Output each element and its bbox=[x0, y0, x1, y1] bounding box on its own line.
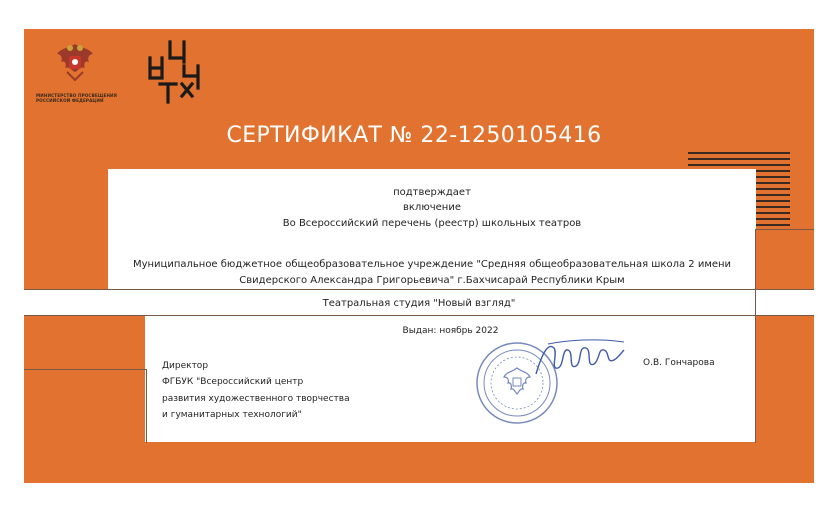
step-line bbox=[755, 229, 814, 230]
issued-date: Выдан: ноябрь 2022 bbox=[402, 326, 499, 336]
certificate-title: СЕРТИФИКАТ № 22-1250105416 bbox=[226, 123, 602, 148]
inclusion-text: включение bbox=[403, 202, 461, 213]
ministry-line: РОССИЙСКОЙ ФЕДЕРАЦИИ bbox=[36, 98, 104, 103]
signer-line: и гуманитарных технологий" bbox=[162, 410, 302, 420]
divider-line bbox=[24, 289, 814, 290]
signer-line: развития художественного творчества bbox=[162, 394, 350, 404]
coat-of-arms-icon bbox=[53, 40, 97, 84]
registry-text: Во Всероссийский перечень (реестр) школьных театров bbox=[282, 218, 582, 229]
divider-line bbox=[24, 315, 814, 316]
step-line bbox=[146, 369, 147, 443]
signature-icon bbox=[528, 334, 628, 384]
organization-line-2: Свидерского Александра Григорьевича" г.Бахчисарай Республики Крым bbox=[239, 275, 625, 286]
signer-line: Директор bbox=[162, 361, 209, 371]
signer-line: ФГБУК "Всероссийский центр bbox=[162, 377, 304, 387]
organization-line-1: Муниципальное бюджетное общеобразовательное учреждение "Средняя общеобразовательная школа 2 имени bbox=[132, 259, 732, 270]
step-line bbox=[24, 369, 146, 370]
confirms-text: подтверждает bbox=[393, 187, 471, 198]
studio-name: Театральная студия "Новый взгляд" bbox=[322, 298, 516, 309]
ministry-line: МИНИСТЕРСТВО ПРОСВЕЩЕНИЯ bbox=[36, 93, 117, 98]
ministry-caption bbox=[36, 93, 130, 103]
signer-name: О.В. Гончарова bbox=[643, 358, 715, 368]
vcht-logo-icon bbox=[146, 40, 204, 104]
